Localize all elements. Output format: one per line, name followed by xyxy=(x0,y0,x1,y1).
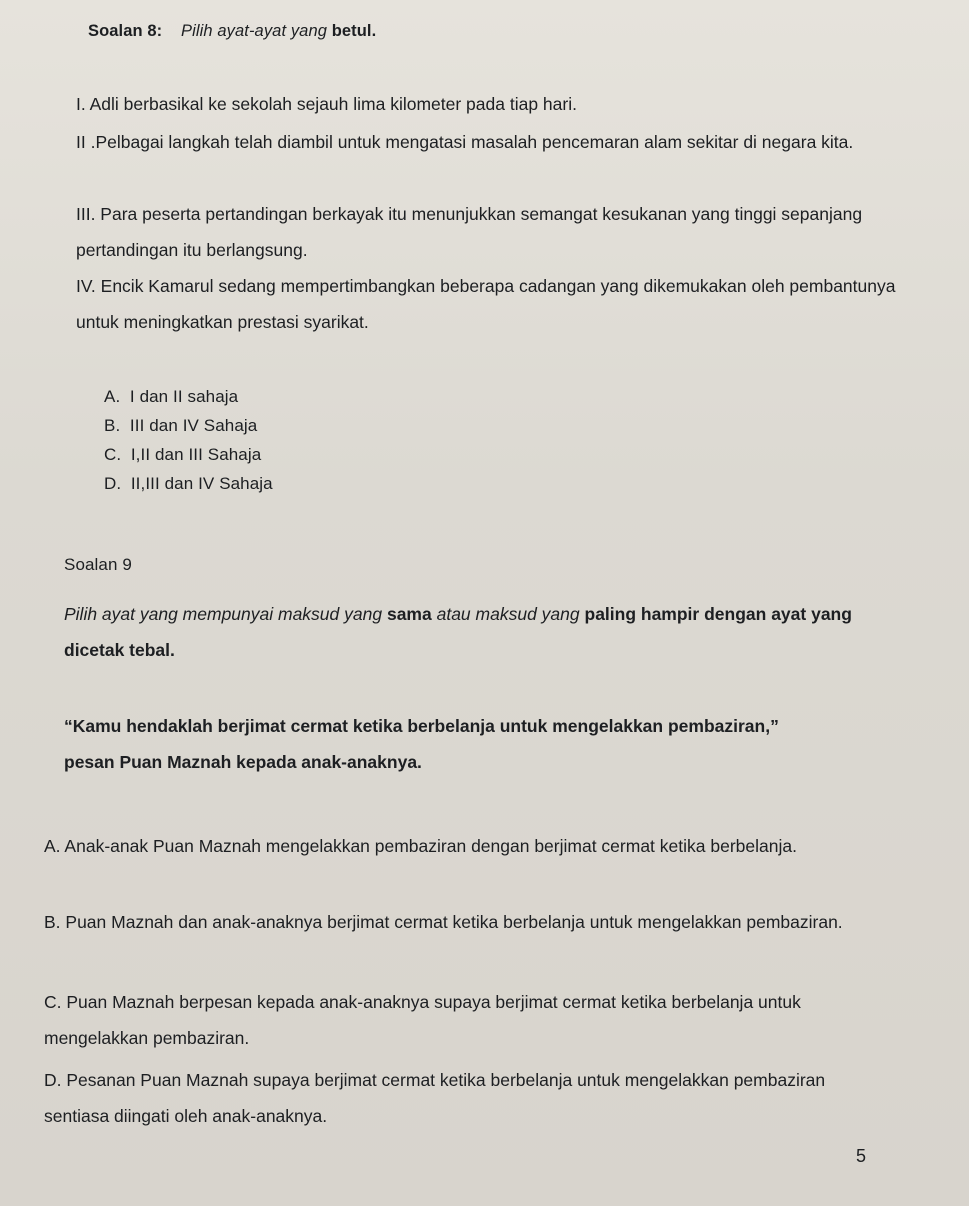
statement-3: III. Para peserta pertandingan berkayak itu menunjukkan semangat kesukanan yang tinggi sepanjang pertandingan itu berlangsung. xyxy=(76,204,863,260)
instruction-emphasis: paling hampir dengan xyxy=(584,604,767,624)
question-8-option-d[interactable] xyxy=(104,467,273,501)
statement-2: II .Pelbagai langkah telah diambil untuk mengatasi masalah pencemaran alam sekitar di negara kita. xyxy=(76,132,854,152)
question-9-option-c[interactable]: C. Puan Maznah berpesan kepada anak-anaknya supaya berjimat cermat ketika berbelanja untuk mengelakkan pembaziran. xyxy=(44,992,801,1048)
instruction-text: atau maksud yang xyxy=(436,604,580,624)
question-8-instruction-bold: betul. xyxy=(331,22,377,40)
option-text: III dan IV Sahaja xyxy=(129,416,258,435)
question-9-instruction xyxy=(64,596,894,668)
page-number: 5 xyxy=(856,1146,867,1166)
question-9-option-d[interactable]: D. Pesanan Puan Maznah supaya berjimat cermat ketika berbelanja untuk mengelakkan pembaziran sentiasa diingati oleh anak-anaknya. xyxy=(44,1070,826,1126)
option-text: I,II dan III Sahaja xyxy=(130,445,262,464)
question-9-quote: “Kamu hendaklah berjimat cermat ketika berbelanja untuk mengelakkan pembaziran,” pesan Puan Maznah kepada anak-anaknya. xyxy=(64,716,779,772)
question-9-option-a[interactable]: A. Anak-anak Puan Maznah mengelakkan pembaziran dengan berjimat cermat ketika berbelanja. xyxy=(44,836,797,856)
option-letter: C. xyxy=(104,445,122,464)
instruction-text: Pilih ayat yang mempunyai maksud yang xyxy=(64,604,383,624)
statement-1: I. Adli berbasikal ke sekolah sejauh lima kilometer pada tiap hari. xyxy=(76,94,577,114)
option-letter: B. xyxy=(104,416,121,435)
option-text: I dan II sahaja xyxy=(129,387,239,406)
option-letter: A. xyxy=(104,387,121,406)
instruction-emphasis: ayat yang dicetak tebal. xyxy=(64,604,852,660)
option-text: II,III dan IV Sahaja xyxy=(130,474,273,493)
question-9-label: Soalan 9 xyxy=(64,555,132,574)
question-8-label: Soalan 8: xyxy=(88,22,163,40)
statement-4: IV. Encik Kamarul sedang mempertimbangkan beberapa cadangan yang dikemukakan oleh pembantunya untuk meningkatkan prestasi syarikat. xyxy=(76,276,896,332)
instruction-emphasis: sama xyxy=(386,604,432,624)
question-8-instruction: Pilih ayat-ayat yang xyxy=(181,22,328,40)
question-9-option-b[interactable]: B. Puan Maznah dan anak-anaknya berjimat cermat ketika berbelanja untuk mengelakkan pembaziran. xyxy=(44,912,843,932)
option-letter: D. xyxy=(104,474,122,493)
question-8-heading xyxy=(88,14,376,48)
